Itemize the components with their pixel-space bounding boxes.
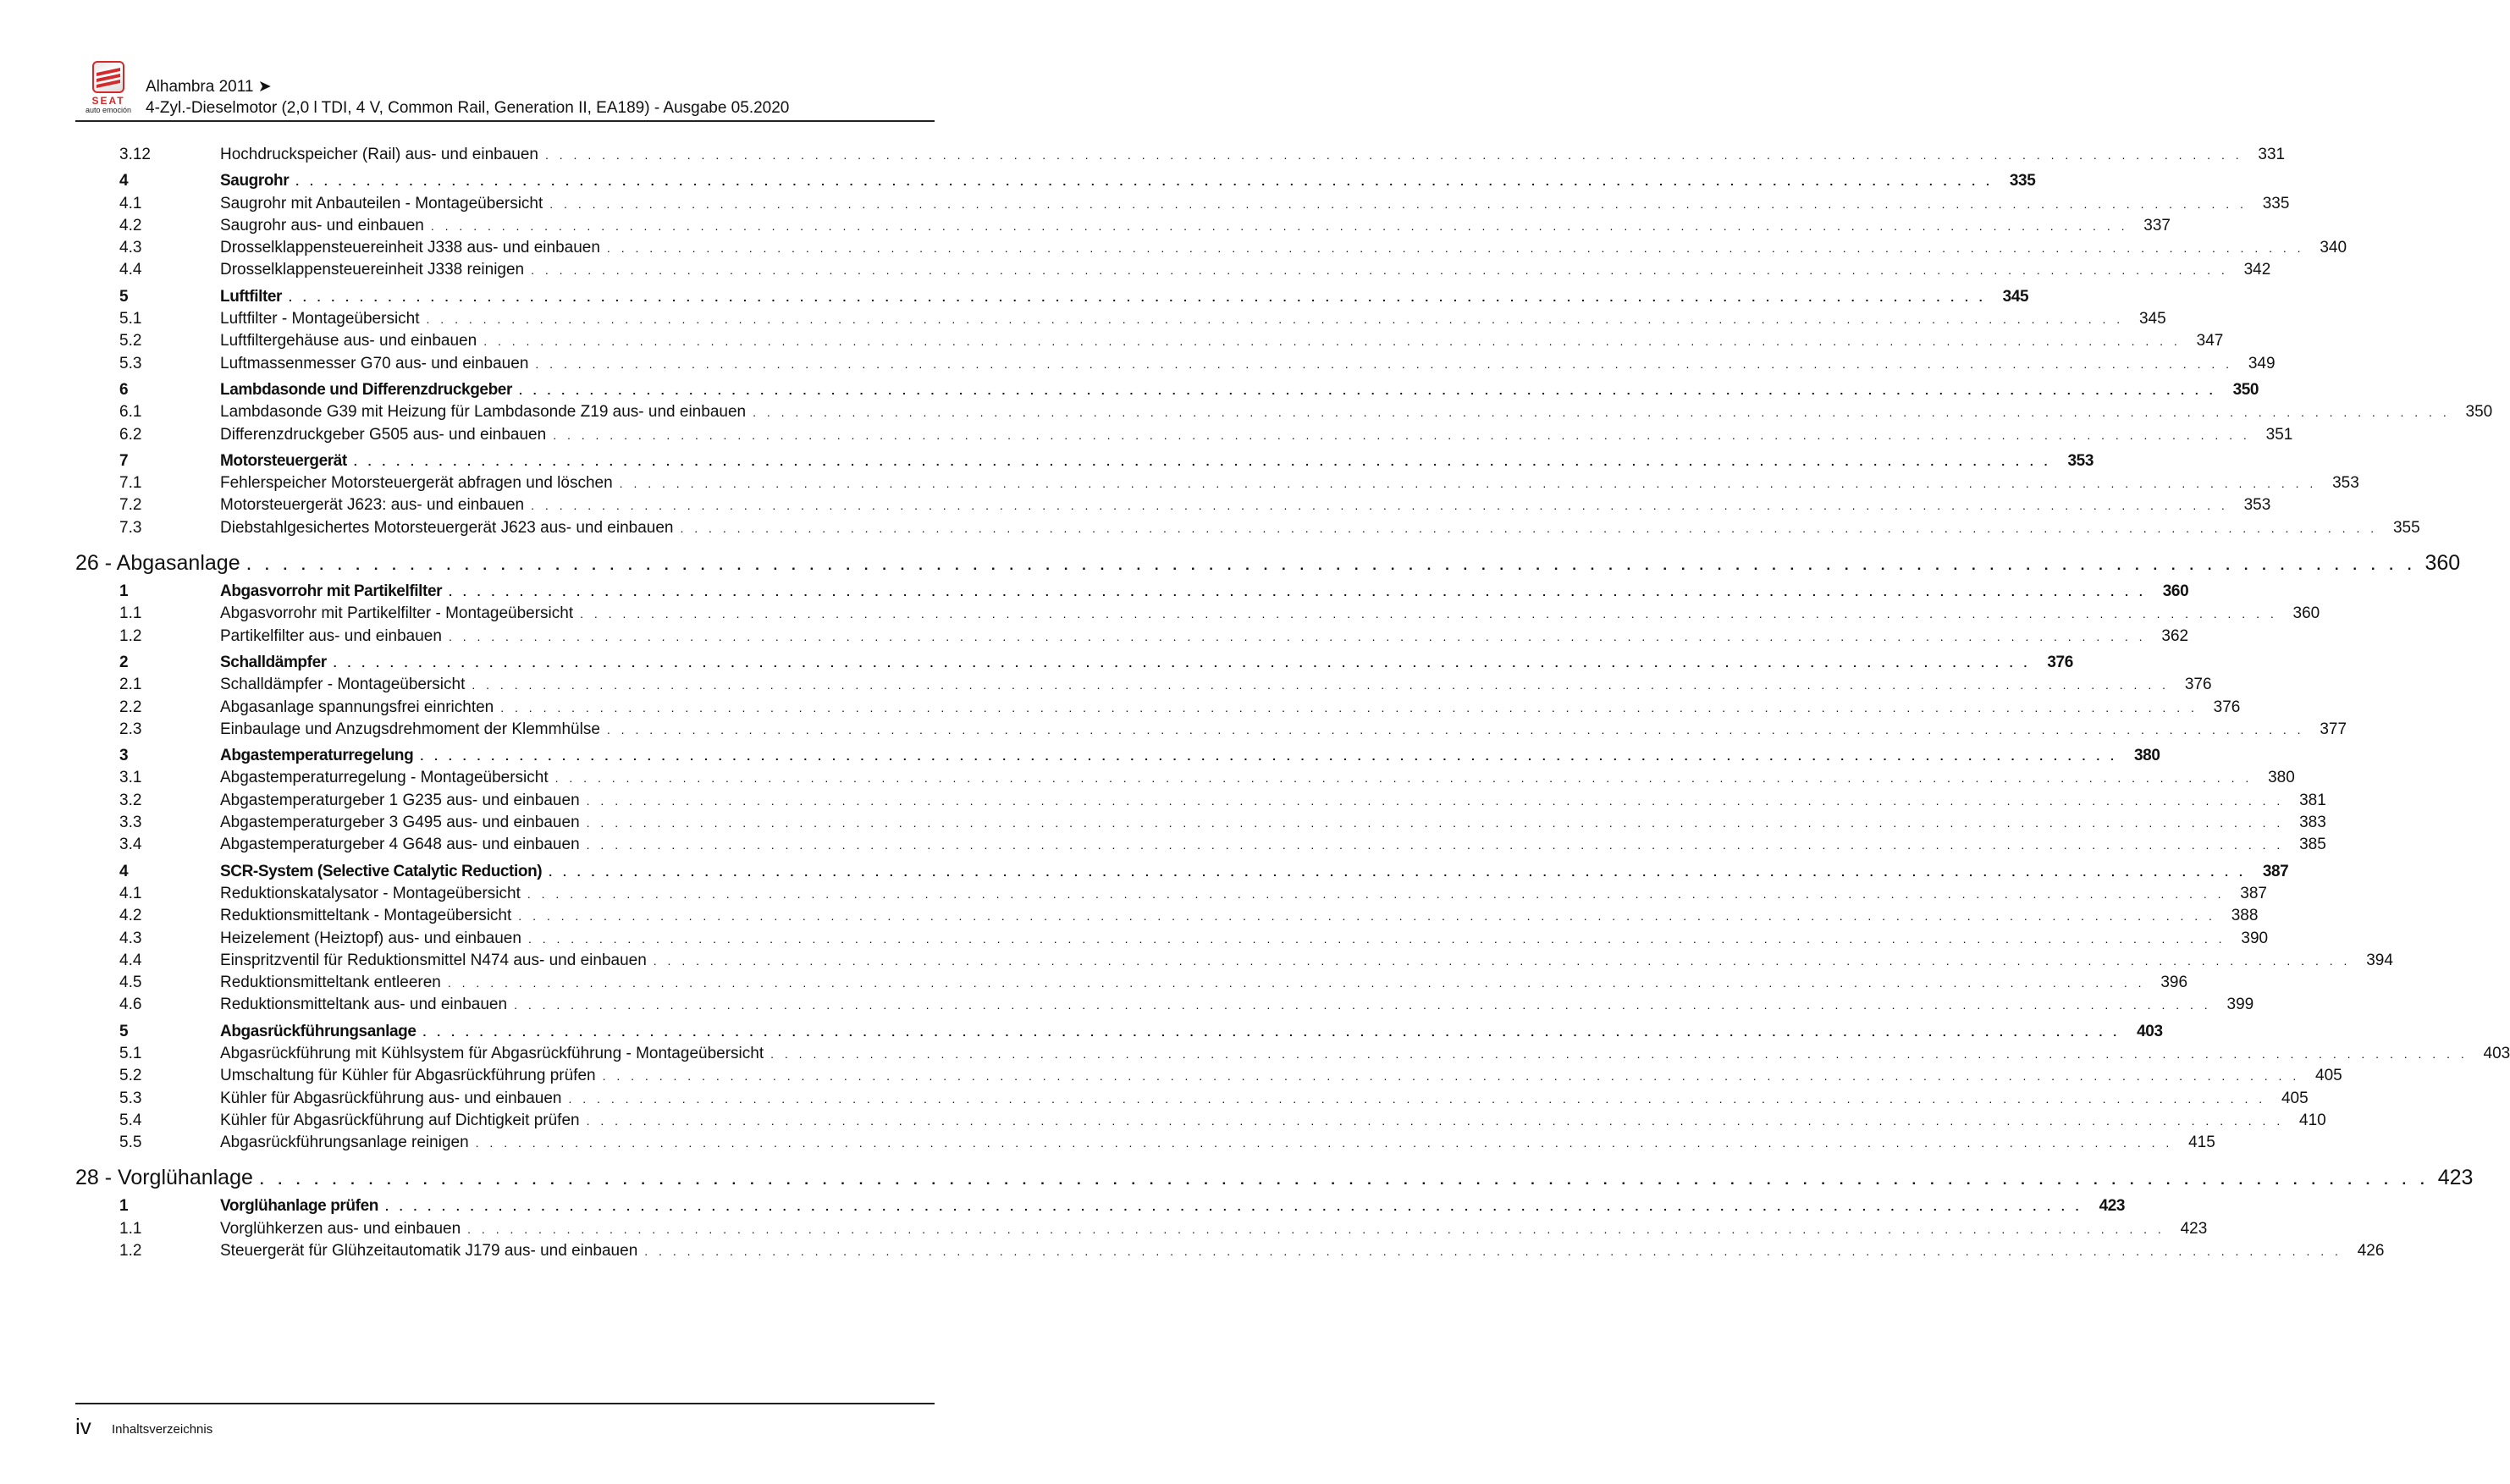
toc-title: Vorglühanlage prüfen: [220, 1197, 378, 1216]
toc-title: Abgastemperaturregelung: [220, 747, 414, 765]
toc-section[interactable]: [75, 862, 2289, 885]
toc-number: 5: [119, 287, 129, 306]
toc-number: 2: [119, 653, 129, 671]
toc-title: Heizelement (Heiztopf) aus- und einbauen: [220, 929, 521, 947]
toc-number: 3: [119, 747, 129, 765]
toc-number: 4.3: [119, 929, 142, 947]
toc-item[interactable]: [75, 884, 2267, 907]
toc-leader-dots: . . . . . . . . . . . . . . . . . . . . . . . . . . . . . . . . . . . . . . . . . . . . . . . . . . . . . . . . . . . . . . . . . . . . . . . . . . . . . . . . . . . . . . . . . . . . . . . . . . . . . . . . . . . . . . . . . . . . . . . .: [467, 1222, 2165, 1236]
toc-number: 4.4: [119, 261, 142, 279]
toc-page: 345: [2002, 287, 2029, 306]
toc-number: 2.2: [119, 698, 142, 716]
toc-leader-dots: . . . . . . . . . . . . . . . . . . . . . . . . . . . . . . . . . . . . . . . . . . . . . . . . . . . . . . . . . . . . . . . . . . . . . . . . . . . . . . . . . . . . . . . . . . . . . . . . . . . . . . . . . . . . . . . . . . . . . . . .: [535, 356, 2233, 371]
toc-page: 380: [2133, 747, 2160, 765]
toc-page: 360: [2424, 551, 2461, 576]
toc-section[interactable]: [75, 287, 2029, 310]
header-model: Alhambra 2011 ➤: [146, 78, 272, 96]
toc-section[interactable]: [75, 380, 2259, 403]
toc-page: 350: [2465, 403, 2493, 422]
toc-item[interactable]: [75, 996, 2254, 1018]
toc-item[interactable]: [75, 907, 2259, 929]
toc-leader-dots: . . . . . . . . . . . . . . . . . . . . . . . . . . . . . . . . . . . . . . . . . . . . . . . . . . . . . . . . . . . . . . . . . . . . . . . . . . . . . . . . . . . . . . . . . . . . . . . . . . . . . . . . . . . . . . . . . . . . . . . .: [422, 1024, 2121, 1039]
toc-page: 394: [2366, 951, 2393, 969]
toc-page: 355: [2392, 518, 2420, 537]
toc-title: Abgasrückführungsanlage: [220, 1022, 416, 1040]
toc-page: 426: [2357, 1242, 2385, 1261]
toc-page: 340: [2320, 239, 2347, 257]
toc-page: 423: [2099, 1197, 2126, 1216]
logo-wordmark: SEAT: [91, 95, 125, 107]
toc-number: 5.3: [119, 354, 142, 372]
toc-title: Abgastemperaturgeber 4 G648 aus- und einbauen: [220, 836, 580, 854]
toc-number: 7: [119, 451, 129, 470]
toc-number: 1.2: [119, 626, 142, 645]
toc-leader-dots: . . . . . . . . . . . . . . . . . . . . . . . . . . . . . . . . . . . . . . . . . . . . . . . . . . . . . . . . . . . . . . . . . . . . . . . . . . . . . . . . . . . . . . . . . . . . . . . . . . . . . . . . . . . . . . . . . . . . . . . .: [333, 655, 2031, 670]
toc-number: 4.2: [119, 216, 142, 234]
toc-leader-dots: . . . . . . . . . . . . . . . . . . . . . . . . . . . . . . . . . . . . . . . . . . . . . . . . . . . . . . . . . . . . . . . . . . . . . . . . . . . . . . . . . . . . . . . . . . . . . . . . . . . . . . . . . . . . . . . . . . . . . . . .: [500, 700, 2198, 714]
toc-title: Vorglühkerzen aus- und einbauen: [220, 1219, 461, 1238]
toc-number: 2.3: [119, 720, 142, 738]
toc-page: 380: [2268, 769, 2295, 787]
toc-leader-dots: . . . . . . . . . . . . . . . . . . . . . . . . . . . . . . . . . . . . . . . . . . . . . . . . . . . . . . . . . . . . . . . . . . . . . . . . . . . . . . . . . . . . . . . . . . . . . . . . . . . . . . . . . . . . . . . . . . . . . . . .: [246, 557, 2417, 574]
toc-leader-dots: . . . . . . . . . . . . . . . . . . . . . . . . . . . . . . . . . . . . . . . . . . . . . . . . . . . . . . . . . . . . . . . . . . . . . . . . . . . . . . . . . . . . . . . . . . . . . . . . . . . . . . . . . . . . . . . . . . . . . . . .: [483, 334, 2182, 349]
toc-leader-dots: . . . . . . . . . . . . . . . . . . . . . . . . . . . . . . . . . . . . . . . . . . . . . . . . . . . . . . . . . . . . . . . . . . . . . . . . . . . . . . . . . . . . . . . . . . . . . . . . . . . . . . . . . . . . . . . . . . . . . . . .: [527, 931, 2226, 946]
toc-title: Abgasvorrohr mit Partikelfilter - Montageübersicht: [220, 604, 574, 623]
toc-page: 353: [2067, 451, 2094, 470]
toc-page: 387: [2240, 884, 2267, 902]
toc-item[interactable]: [75, 836, 2326, 858]
toc-title: Umschaltung für Kühler für Abgasrückführung prüfen: [220, 1067, 596, 1085]
table-of-contents: [75, 146, 2510, 1264]
toc-page: 345: [2138, 310, 2166, 328]
toc-title: Drosselklappensteuereinheit J338 aus- und einbauen: [220, 239, 600, 257]
toc-leader-dots: . . . . . . . . . . . . . . . . . . . . . . . . . . . . . . . . . . . . . . . . . . . . . . . . . . . . . . . . . . . . . . . . . . . . . . . . . . . . . . . . . . . . . . . . . . . . . . . . . . . . . . . . . . . . . . . . . . . . . . . .: [619, 477, 2317, 491]
toc-number: 3.1: [119, 769, 142, 787]
toc-leader-dots: . . . . . . . . . . . . . . . . . . . . . . . . . . . . . . . . . . . . . . . . . . . . . . . . . . . . . . . . . . . . . . . . . . . . . . . . . . . . . . . . . . . . . . . . . . . . . . . . . . . . . . . . . . . . . . . . . . . . . . . .: [586, 793, 2284, 808]
toc-heading[interactable]: [75, 551, 2461, 578]
toc-leader-dots: . . . . . . . . . . . . . . . . . . . . . . . . . . . . . . . . . . . . . . . . . . . . . . . . . . . . . . . . . . . . . . . . . . . . . . . . . . . . . . . . . . . . . . . . . . . . . . . . . . . . . . . . . . . . . . . . . . . . . . . .: [653, 953, 2351, 968]
toc-page: 331: [2258, 146, 2286, 163]
toc-section[interactable]: [75, 451, 2094, 474]
toc-number: 5.4: [119, 1111, 142, 1129]
toc-number: 5.2: [119, 332, 142, 350]
toc-title: Abgastemperaturgeber 1 G235 aus- und einbauen: [220, 791, 580, 809]
toc-title: Reduktionsmitteltank entleeren: [220, 974, 441, 992]
toc-title: Luftmassenmesser G70 aus- und einbauen: [220, 354, 529, 372]
toc-number: 7.3: [119, 518, 142, 537]
toc-title: Saugrohr aus- und einbauen: [220, 216, 424, 234]
toc-title: SCR-System (Selective Catalytic Reduction): [220, 862, 543, 880]
toc-page: 351: [2265, 425, 2293, 444]
toc-title: Einbaulage und Anzugsdrehmoment der Klemmhülse: [220, 720, 600, 738]
toc-number: 5.3: [119, 1089, 142, 1107]
toc-section[interactable]: [75, 747, 2160, 769]
toc-title: Differenzdruckgeber G505 aus- und einbauen: [220, 425, 547, 444]
toc-title: 28 - Vorglühanlage: [75, 1166, 253, 1190]
toc-page: 376: [2047, 653, 2073, 671]
toc-title: Kühler für Abgasrückführung auf Dichtigkeit prüfen: [220, 1111, 580, 1129]
toc-leader-dots: . . . . . . . . . . . . . . . . . . . . . . . . . . . . . . . . . . . . . . . . . . . . . . . . . . . . . . . . . . . . . . . . . . . . . . . . . . . . . . . . . . . . . . . . . . . . . . . . . . . . . . . . . . . . . . . . . . . . . . . .: [549, 864, 2247, 879]
toc-title: Kühler für Abgasrückführung aus- und einbauen: [220, 1089, 562, 1107]
toc-page: 353: [2243, 496, 2271, 515]
toc-page: 403: [2137, 1022, 2163, 1040]
toc-page: 347: [2196, 332, 2224, 350]
toc-leader-dots: . . . . . . . . . . . . . . . . . . . . . . . . . . . . . . . . . . . . . . . . . . . . . . . . . . . . . . . . . . . . . . . . . . . . . . . . . . . . . . . . . . . . . . . . . . . . . . . . . . . . . . . . . . . . . . . . . . . . . . . .: [449, 585, 2147, 599]
toc-title: Saugrohr: [220, 172, 290, 190]
toc-item[interactable]: [75, 1044, 2510, 1067]
toc-number: 1.2: [119, 1242, 142, 1261]
toc-title: Einspritzventil für Reduktionsmittel N474 aus- und einbauen: [220, 951, 647, 969]
footer-rule: [75, 1403, 935, 1404]
toc-page: 349: [2248, 354, 2276, 372]
toc-leader-dots: . . . . . . . . . . . . . . . . . . . . . . . . . . . . . . . . . . . . . . . . . . . . . . . . . . . . . . . . . . . . . . . . . . . . . . . . . . . . . . . . . . . . . . . . . . . . . . . . . . . . . . . . . . . . . . . . . . . . . . . .: [531, 263, 2229, 278]
toc-number: 1: [119, 1197, 129, 1216]
toc-item[interactable]: [75, 518, 2420, 541]
toc-leader-dots: . . . . . . . . . . . . . . . . . . . . . . . . . . . . . . . . . . . . . . . . . . . . . . . . . . . . . . . . . . . . . . . . . . . . . . . . . . . . . . . . . . . . . . . . . . . . . . . . . . . . . . . . . . . . . . . . . . . . . . . .: [518, 909, 2216, 924]
toc-item[interactable]: [75, 769, 2295, 791]
toc-section[interactable]: [75, 1022, 2163, 1045]
toc-item[interactable]: [75, 239, 2347, 261]
toc-title: Luftfilter: [220, 287, 283, 306]
toc-leader-dots: . . . . . . . . . . . . . . . . . . . . . . . . . . . . . . . . . . . . . . . . . . . . . . . . . . . . . . . . . . . . . . . . . . . . . . . . . . . . . . . . . . . . . . . . . . . . . . . . . . . . . . . . . . . . . . . . . . . . . . . .: [586, 838, 2284, 852]
toc-number: 4.1: [119, 194, 142, 212]
footer-page-number: iv: [75, 1414, 91, 1439]
toc-leader-dots: . . . . . . . . . . . . . . . . . . . . . . . . . . . . . . . . . . . . . . . . . . . . . . . . . . . . . . . . . . . . . . . . . . . . . . . . . . . . . . . . . . . . . . . . . . . . . . . . . . . . . . . . . . . . . . . . . . . . . . . .: [259, 1172, 2430, 1189]
toc-title: Abgasanlage spannungsfrei einrichten: [220, 698, 494, 716]
header-rule: [75, 120, 935, 122]
toc-page: 350: [2232, 380, 2259, 399]
toc-number: 4: [119, 862, 129, 880]
toc-item[interactable]: [75, 1134, 2215, 1156]
toc-number: 4.3: [119, 239, 142, 257]
toc-item[interactable]: [75, 425, 2293, 448]
toc-leader-dots: . . . . . . . . . . . . . . . . . . . . . . . . . . . . . . . . . . . . . . . . . . . . . . . . . . . . . . . . . . . . . . . . . . . . . . . . . . . . . . . . . . . . . . . . . . . . . . . . . . . . . . . . . . . . . . . . . . . . . . . .: [549, 196, 2248, 211]
toc-item[interactable]: [75, 604, 2320, 626]
toc-leader-dots: . . . . . . . . . . . . . . . . . . . . . . . . . . . . . . . . . . . . . . . . . . . . . . . . . . . . . . . . . . . . . . . . . . . . . . . . . . . . . . . . . . . . . . . . . . . . . . . . . . . . . . . . . . . . . . . . . . . . . . . .: [602, 1069, 2300, 1084]
toc-item[interactable]: [75, 261, 2271, 283]
toc-item[interactable]: [75, 354, 2276, 377]
toc-page: 388: [2231, 907, 2259, 925]
toc-page: 376: [2213, 698, 2241, 716]
toc-title: Lambdasonde und Differenzdruckgeber: [220, 380, 512, 399]
toc-page: 403: [2483, 1044, 2510, 1062]
toc-leader-dots: . . . . . . . . . . . . . . . . . . . . . . . . . . . . . . . . . . . . . . . . . . . . . . . . . . . . . . . . . . . . . . . . . . . . . . . . . . . . . . . . . . . . . . . . . . . . . . . . . . . . . . . . . . . . . . . . . . . . . . . .: [606, 722, 2305, 736]
toc-leader-dots: . . . . . . . . . . . . . . . . . . . . . . . . . . . . . . . . . . . . . . . . . . . . . . . . . . . . . . . . . . . . . . . . . . . . . . . . . . . . . . . . . . . . . . . . . . . . . . . . . . . . . . . . . . . . . . . . . . . . . . . .: [527, 886, 2225, 901]
toc-leader-dots: . . . . . . . . . . . . . . . . . . . . . . . . . . . . . . . . . . . . . . . . . . . . . . . . . . . . . . . . . . . . . . . . . . . . . . . . . . . . . . . . . . . . . . . . . . . . . . . . . . . . . . . . . . . . . . . . . . . . . . . .: [568, 1091, 2266, 1106]
seat-logo: [78, 61, 139, 114]
toc-title: Luftfilter - Montageübersicht: [220, 310, 420, 328]
toc-title: Abgastemperaturgeber 3 G495 aus- und einbauen: [220, 814, 580, 832]
toc-leader-dots: . . . . . . . . . . . . . . . . . . . . . . . . . . . . . . . . . . . . . . . . . . . . . . . . . . . . . . . . . . . . . . . . . . . . . . . . . . . . . . . . . . . . . . . . . . . . . . . . . . . . . . . . . . . . . . . . . . . . . . . .: [606, 241, 2305, 256]
toc-title: Reduktionsmitteltank aus- und einbauen: [220, 996, 508, 1014]
toc-item[interactable]: [75, 720, 2347, 742]
toc-section[interactable]: [75, 1197, 2126, 1219]
toc-number: 3.4: [119, 836, 142, 854]
toc-title: Abgasrückführungsanlage reinigen: [220, 1134, 469, 1152]
toc-number: 4.2: [119, 907, 142, 925]
toc-number: 6.1: [119, 403, 142, 422]
toc-title: Drosselklappensteuereinheit J338 reinigen: [220, 261, 525, 279]
toc-title: Abgasrückführung mit Kühlsystem für Abgasrückführung - Montageübersicht: [220, 1044, 764, 1062]
toc-item[interactable]: [75, 1219, 2208, 1242]
toc-item[interactable]: [75, 814, 2326, 836]
toc-title: Luftfiltergehäuse aus- und einbauen: [220, 332, 477, 350]
toc-page: 396: [2160, 974, 2188, 992]
toc-leader-dots: . . . . . . . . . . . . . . . . . . . . . . . . . . . . . . . . . . . . . . . . . . . . . . . . . . . . . . . . . . . . . . . . . . . . . . . . . . . . . . . . . . . . . . . . . . . . . . . . . . . . . . . . . . . . . . . . . . . . . . . .: [554, 771, 2253, 786]
toc-number: 2.1: [119, 676, 142, 694]
seat-logo-icon: [92, 61, 124, 93]
toc-leader-dots: . . . . . . . . . . . . . . . . . . . . . . . . . . . . . . . . . . . . . . . . . . . . . . . . . . . . . . . . . . . . . . . . . . . . . . . . . . . . . . . . . . . . . . . . . . . . . . . . . . . . . . . . . . . . . . . . . . . . . . . .: [384, 1200, 2083, 1214]
toc-item[interactable]: [75, 1111, 2326, 1134]
toc-leader-dots: . . . . . . . . . . . . . . . . . . . . . . . . . . . . . . . . . . . . . . . . . . . . . . . . . . . . . . . . . . . . . . . . . . . . . . . . . . . . . . . . . . . . . . . . . . . . . . . . . . . . . . . . . . . . . . . . . . . . . . . .: [680, 521, 2378, 535]
toc-leader-dots: . . . . . . . . . . . . . . . . . . . . . . . . . . . . . . . . . . . . . . . . . . . . . . . . . . . . . . . . . . . . . . . . . . . . . . . . . . . . . . . . . . . . . . . . . . . . . . . . . . . . . . . . . . . . . . . . . . . . . . . .: [514, 998, 2212, 1012]
toc-number: 4.6: [119, 996, 142, 1014]
toc-number: 5: [119, 1022, 129, 1040]
toc-title: Saugrohr mit Anbauteilen - Montageübersicht: [220, 194, 543, 212]
toc-number: 3.12: [119, 146, 151, 163]
toc-leader-dots: . . . . . . . . . . . . . . . . . . . . . . . . . . . . . . . . . . . . . . . . . . . . . . . . . . . . . . . . . . . . . . . . . . . . . . . . . . . . . . . . . . . . . . . . . . . . . . . . . . . . . . . . . . . . . . . . . . . . . . . .: [753, 405, 2451, 420]
toc-page: 335: [2009, 172, 2036, 190]
toc-page: 399: [2226, 996, 2254, 1014]
toc-section[interactable]: [75, 582, 2189, 604]
toc-item[interactable]: [75, 332, 2224, 354]
toc-title: Motorsteuergerät: [220, 451, 347, 470]
toc-page: 377: [2320, 720, 2347, 738]
header-subtitle: 4-Zyl.-Dieselmotor (2,0 l TDI, 4 V, Common Rail, Generation II, EA189) - Ausgabe 05.2020: [146, 99, 790, 117]
toc-page: 405: [2315, 1067, 2342, 1085]
toc-title: Steuergerät für Glühzeitautomatik J179 aus- und einbauen: [220, 1242, 638, 1261]
toc-number: 6: [119, 380, 129, 399]
toc-number: 1: [119, 582, 129, 601]
toc-page: 387: [2262, 862, 2289, 880]
toc-leader-dots: . . . . . . . . . . . . . . . . . . . . . . . . . . . . . . . . . . . . . . . . . . . . . . . . . . . . . . . . . . . . . . . . . . . . . . . . . . . . . . . . . . . . . . . . . . . . . . . . . . . . . . . . . . . . . . . . . . . . . . . .: [586, 816, 2284, 830]
toc-number: 3.2: [119, 791, 142, 809]
toc-page: 337: [2143, 216, 2171, 234]
footer-label: Inhaltsverzeichnis: [112, 1422, 213, 1437]
toc-number: 5.1: [119, 310, 142, 328]
toc-item[interactable]: [75, 1067, 2342, 1089]
toc-leader-dots: . . . . . . . . . . . . . . . . . . . . . . . . . . . . . . . . . . . . . . . . . . . . . . . . . . . . . . . . . . . . . . . . . . . . . . . . . . . . . . . . . . . . . . . . . . . . . . . . . . . . . . . . . . . . . . . . . . . . . . . .: [447, 976, 2146, 990]
toc-number: 4.5: [119, 974, 142, 992]
toc-page: 415: [2188, 1134, 2215, 1152]
toc-title: Fehlerspeicher Motorsteuergerät abfragen und löschen: [220, 474, 613, 493]
toc-page: 362: [2161, 626, 2189, 645]
toc-page: 381: [2299, 791, 2326, 809]
toc-title: Hochdruckspeicher (Rail) aus- und einbauen: [220, 146, 538, 163]
toc-leader-dots: . . . . . . . . . . . . . . . . . . . . . . . . . . . . . . . . . . . . . . . . . . . . . . . . . . . . . . . . . . . . . . . . . . . . . . . . . . . . . . . . . . . . . . . . . . . . . . . . . . . . . . . . . . . . . . . . . . . . . . . .: [472, 678, 2170, 692]
toc-item[interactable]: [75, 698, 2241, 720]
toc-number: 5.1: [119, 1044, 142, 1062]
toc-leader-dots: . . . . . . . . . . . . . . . . . . . . . . . . . . . . . . . . . . . . . . . . . . . . . . . . . . . . . . . . . . . . . . . . . . . . . . . . . . . . . . . . . . . . . . . . . . . . . . . . . . . . . . . . . . . . . . . . . . . . . . . .: [475, 1136, 2173, 1150]
toc-leader-dots: . . . . . . . . . . . . . . . . . . . . . . . . . . . . . . . . . . . . . . . . . . . . . . . . . . . . . . . . . . . . . . . . . . . . . . . . . . . . . . . . . . . . . . . . . . . . . . . . . . . . . . . . . . . . . . . . . . . . . . . .: [518, 383, 2217, 397]
toc-item[interactable]: [75, 403, 2493, 425]
toc-page: 423: [2180, 1219, 2208, 1238]
toc-number: 4.4: [119, 951, 142, 969]
toc-page: 353: [2332, 474, 2359, 493]
toc-item[interactable]: [75, 310, 2166, 332]
toc-item[interactable]: [75, 974, 2188, 996]
toc-page: 335: [2262, 194, 2290, 212]
toc-leader-dots: . . . . . . . . . . . . . . . . . . . . . . . . . . . . . . . . . . . . . . . . . . . . . . . . . . . . . . . . . . . . . . . . . . . . . . . . . . . . . . . . . . . . . . . . . . . . . . . . . . . . . . . . . . . . . . . . . . . . . . . .: [586, 1113, 2284, 1128]
toc-item[interactable]: [75, 1089, 2309, 1112]
toc-leader-dots: . . . . . . . . . . . . . . . . . . . . . . . . . . . . . . . . . . . . . . . . . . . . . . . . . . . . . . . . . . . . . . . . . . . . . . . . . . . . . . . . . . . . . . . . . . . . . . . . . . . . . . . . . . . . . . . . . . . . . . . .: [295, 174, 1994, 189]
toc-item[interactable]: [75, 791, 2326, 814]
toc-page: 376: [2184, 676, 2212, 694]
toc-number: 7.2: [119, 496, 142, 515]
toc-number: 1.1: [119, 604, 142, 623]
toc-item[interactable]: [75, 626, 2189, 649]
toc-number: 7.1: [119, 474, 142, 493]
toc-section[interactable]: [75, 172, 2036, 194]
toc-leader-dots: . . . . . . . . . . . . . . . . . . . . . . . . . . . . . . . . . . . . . . . . . . . . . . . . . . . . . . . . . . . . . . . . . . . . . . . . . . . . . . . . . . . . . . . . . . . . . . . . . . . . . . . . . . . . . . . . . . . . . . . .: [580, 607, 2278, 621]
toc-title: Partikelfilter aus- und einbauen: [220, 626, 442, 645]
toc-item[interactable]: [75, 216, 2171, 239]
toc-item[interactable]: [75, 951, 2393, 974]
toc-number: 6.2: [119, 425, 142, 444]
toc-heading[interactable]: [75, 1166, 2474, 1193]
toc-title: Reduktionsmitteltank - Montageübersicht: [220, 907, 512, 925]
logo-tagline: auto emoción: [85, 106, 132, 114]
toc-page: 360: [2292, 604, 2320, 623]
toc-item[interactable]: [75, 929, 2269, 952]
toc-item[interactable]: [75, 676, 2212, 698]
toc-title: 26 - Abgasanlage: [75, 551, 240, 576]
toc-page: 360: [2162, 582, 2189, 601]
toc-number: 5.2: [119, 1067, 142, 1085]
toc-number: 5.5: [119, 1134, 142, 1152]
toc-title: Lambdasonde G39 mit Heizung für Lambdasonde Z19 aus- und einbauen: [220, 403, 747, 422]
toc-leader-dots: . . . . . . . . . . . . . . . . . . . . . . . . . . . . . . . . . . . . . . . . . . . . . . . . . . . . . . . . . . . . . . . . . . . . . . . . . . . . . . . . . . . . . . . . . . . . . . . . . . . . . . . . . . . . . . . . . . . . . . . .: [644, 1244, 2342, 1259]
toc-leader-dots: . . . . . . . . . . . . . . . . . . . . . . . . . . . . . . . . . . . . . . . . . . . . . . . . . . . . . . . . . . . . . . . . . . . . . . . . . . . . . . . . . . . . . . . . . . . . . . . . . . . . . . . . . . . . . . . . . . . . . . . .: [770, 1046, 2469, 1061]
toc-leader-dots: . . . . . . . . . . . . . . . . . . . . . . . . . . . . . . . . . . . . . . . . . . . . . . . . . . . . . . . . . . . . . . . . . . . . . . . . . . . . . . . . . . . . . . . . . . . . . . . . . . . . . . . . . . . . . . . . . . . . . . . .: [553, 428, 2251, 442]
toc-item[interactable]: [75, 496, 2271, 518]
toc-leader-dots: . . . . . . . . . . . . . . . . . . . . . . . . . . . . . . . . . . . . . . . . . . . . . . . . . . . . . . . . . . . . . . . . . . . . . . . . . . . . . . . . . . . . . . . . . . . . . . . . . . . . . . . . . . . . . . . . . . . . . . . .: [430, 218, 2128, 233]
toc-page: 405: [2281, 1089, 2309, 1107]
toc-title: Abgastemperaturregelung - Montageübersicht: [220, 769, 549, 787]
toc-item[interactable]: [75, 194, 2290, 217]
toc-title: Reduktionskatalysator - Montageübersicht: [220, 884, 521, 902]
toc-leader-dots: . . . . . . . . . . . . . . . . . . . . . . . . . . . . . . . . . . . . . . . . . . . . . . . . . . . . . . . . . . . . . . . . . . . . . . . . . . . . . . . . . . . . . . . . . . . . . . . . . . . . . . . . . . . . . . . . . . . . . . . .: [531, 499, 2229, 513]
toc-item[interactable]: [75, 1242, 2385, 1264]
toc-leader-dots: . . . . . . . . . . . . . . . . . . . . . . . . . . . . . . . . . . . . . . . . . . . . . . . . . . . . . . . . . . . . . . . . . . . . . . . . . . . . . . . . . . . . . . . . . . . . . . . . . . . . . . . . . . . . . . . . . . . . . . . .: [544, 148, 2243, 162]
toc-section[interactable]: [75, 653, 2073, 676]
toc-page: 390: [2241, 929, 2269, 947]
toc-title: Motorsteuergerät J623: aus- und einbauen: [220, 496, 525, 515]
toc-leader-dots: . . . . . . . . . . . . . . . . . . . . . . . . . . . . . . . . . . . . . . . . . . . . . . . . . . . . . . . . . . . . . . . . . . . . . . . . . . . . . . . . . . . . . . . . . . . . . . . . . . . . . . . . . . . . . . . . . . . . . . . .: [426, 312, 2124, 327]
toc-leader-dots: . . . . . . . . . . . . . . . . . . . . . . . . . . . . . . . . . . . . . . . . . . . . . . . . . . . . . . . . . . . . . . . . . . . . . . . . . . . . . . . . . . . . . . . . . . . . . . . . . . . . . . . . . . . . . . . . . . . . . . . .: [420, 749, 2118, 764]
toc-title: Schalldämpfer: [220, 653, 327, 671]
toc-title: Diebstahlgesichertes Motorsteuergerät J623 aus- und einbauen: [220, 518, 674, 537]
toc-page: 385: [2299, 836, 2326, 854]
toc-page: 342: [2243, 261, 2271, 279]
toc-page: 410: [2299, 1111, 2326, 1129]
toc-title: Schalldämpfer - Montageübersicht: [220, 676, 466, 694]
toc-number: 3.3: [119, 814, 142, 832]
toc-page: 383: [2299, 814, 2326, 832]
toc-item[interactable]: [75, 146, 2286, 168]
toc-number: 4.1: [119, 884, 142, 902]
toc-title: Abgasvorrohr mit Partikelfilter: [220, 582, 443, 601]
toc-leader-dots: . . . . . . . . . . . . . . . . . . . . . . . . . . . . . . . . . . . . . . . . . . . . . . . . . . . . . . . . . . . . . . . . . . . . . . . . . . . . . . . . . . . . . . . . . . . . . . . . . . . . . . . . . . . . . . . . . . . . . . . .: [289, 290, 1987, 304]
toc-leader-dots: . . . . . . . . . . . . . . . . . . . . . . . . . . . . . . . . . . . . . . . . . . . . . . . . . . . . . . . . . . . . . . . . . . . . . . . . . . . . . . . . . . . . . . . . . . . . . . . . . . . . . . . . . . . . . . . . . . . . . . . .: [353, 454, 2051, 468]
toc-leader-dots: . . . . . . . . . . . . . . . . . . . . . . . . . . . . . . . . . . . . . . . . . . . . . . . . . . . . . . . . . . . . . . . . . . . . . . . . . . . . . . . . . . . . . . . . . . . . . . . . . . . . . . . . . . . . . . . . . . . . . . . .: [448, 629, 2147, 643]
toc-item[interactable]: [75, 474, 2359, 496]
toc-number: 4: [119, 172, 129, 190]
toc-number: 1.1: [119, 1219, 142, 1238]
toc-page: 423: [2437, 1166, 2474, 1190]
